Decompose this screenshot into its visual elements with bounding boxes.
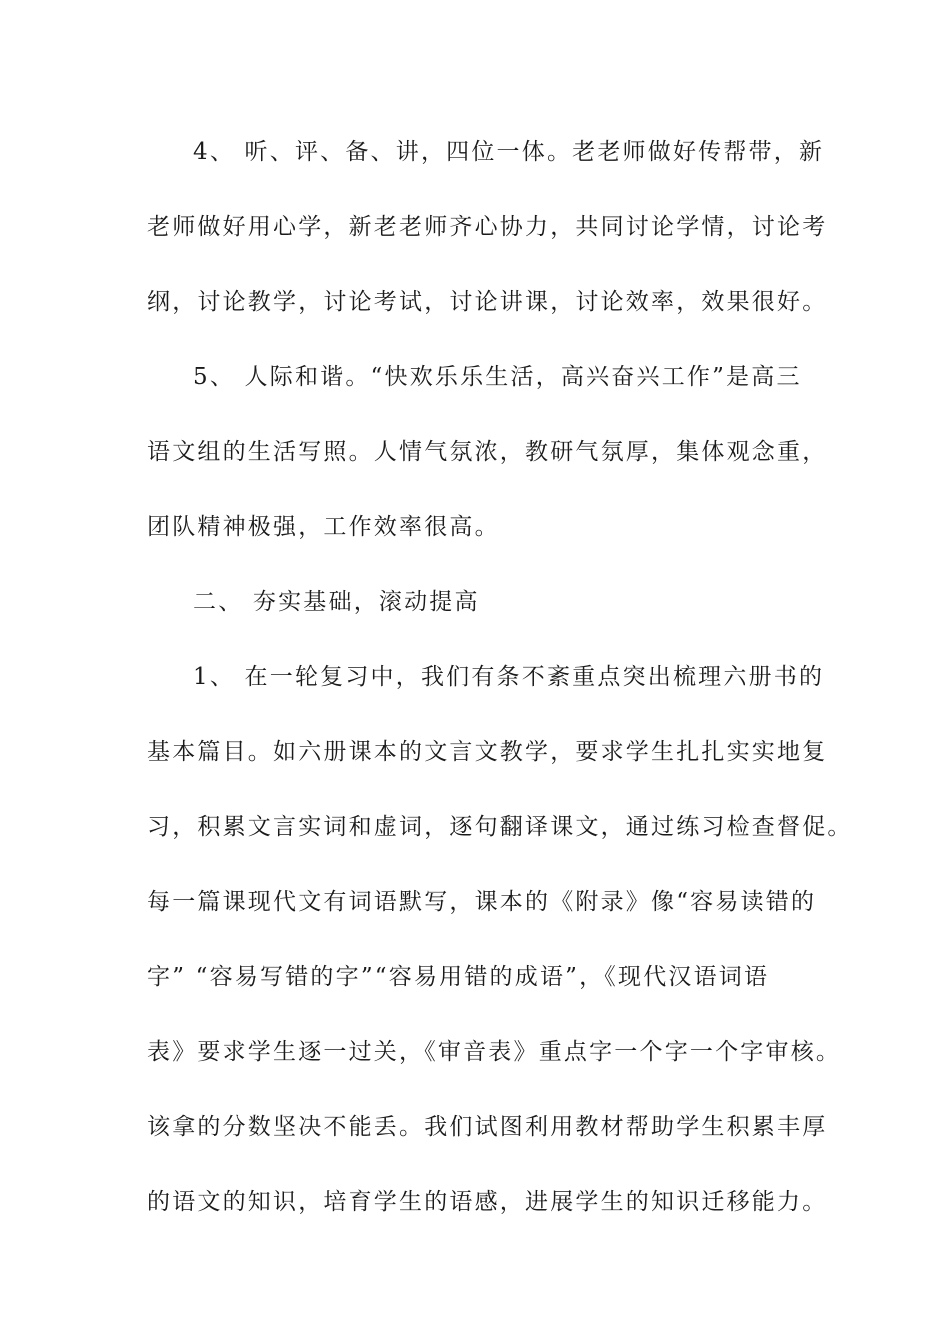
paragraph-line: 该拿的分数坚决不能丢。我们试图利用教材帮助学生积累丰厚 [147, 1114, 828, 1140]
paragraph-line: 纲，讨论教学，讨论考试，讨论讲课，讨论效率，效果很好。 [147, 289, 828, 315]
section-heading: 二、 夯实基础，滚动提高 [193, 589, 480, 615]
paragraph-line: 5、 人际和谐。“快欢乐乐生活，高兴奋兴工作”是高三 [193, 364, 802, 390]
paragraph-line: 每一篇课现代文有词语默写，课本的《附录》像“容易读错的 [147, 889, 817, 915]
paragraph-line: 4、 听、评、备、讲，四位一体。老老师做好传帮带，新 [193, 139, 825, 165]
paragraph-line: 基本篇目。如六册课本的文言文教学，要求学生扎扎实实地复 [147, 739, 828, 765]
paragraph-line: 语文组的生活写照。人情气氛浓，教研气氛厚，集体观念重， [147, 439, 828, 465]
paragraph-line: 习，积累文言实词和虚词，逐句翻译课文，通过练习检查督促。 [147, 814, 853, 840]
paragraph-line: 老师做好用心学，新老老师齐心协力，共同讨论学情，讨论考 [147, 214, 828, 240]
paragraph-line: 1、 在一轮复习中，我们有条不紊重点突出梳理六册书的 [193, 664, 825, 690]
paragraph-line: 的语文的知识，培育学生的语感，进展学生的知识迁移能力。 [147, 1189, 828, 1215]
paragraph-line: 团队精神极强，工作效率很高。 [147, 514, 500, 540]
paragraph-line: 字” “容易写错的字”“容易用错的成语”，《现代汉语词语 [147, 964, 770, 990]
paragraph-line: 表》要求学生逐一过关，《审音表》重点字一个字一个字审核。 [147, 1039, 842, 1065]
